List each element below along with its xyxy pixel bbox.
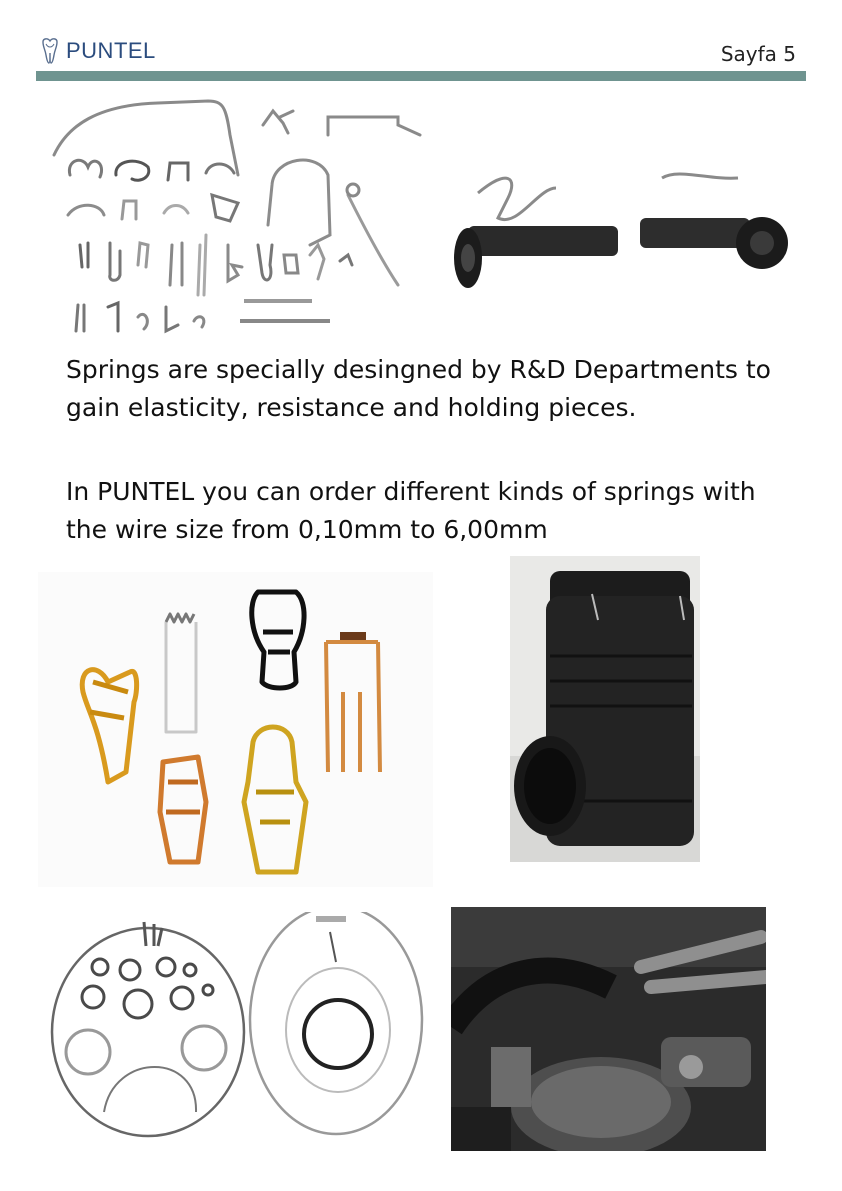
tooth-logo-icon (40, 38, 60, 64)
page-number: Sayfa 5 (720, 42, 796, 66)
page-header (0, 0, 842, 90)
brand-logo (40, 38, 156, 64)
header-rule (36, 71, 806, 81)
engine-clamp-image (451, 907, 766, 1151)
intro-paragraph: Springs are specially desingned by R&D Departments to gain elasticity, resistance and holding pieces. (66, 355, 771, 422)
connectors-image (448, 148, 790, 293)
brand-name: PUNTEL (66, 38, 156, 63)
wire-springs-image (48, 95, 428, 340)
gold-springs-image (38, 572, 433, 887)
wire-size-paragraph: In PUNTEL you can order different kinds of springs with the wire size from 0,10mm to 6,00mm (66, 477, 756, 544)
air-filter-image (510, 556, 700, 862)
hose-clamps-image (48, 912, 432, 1147)
